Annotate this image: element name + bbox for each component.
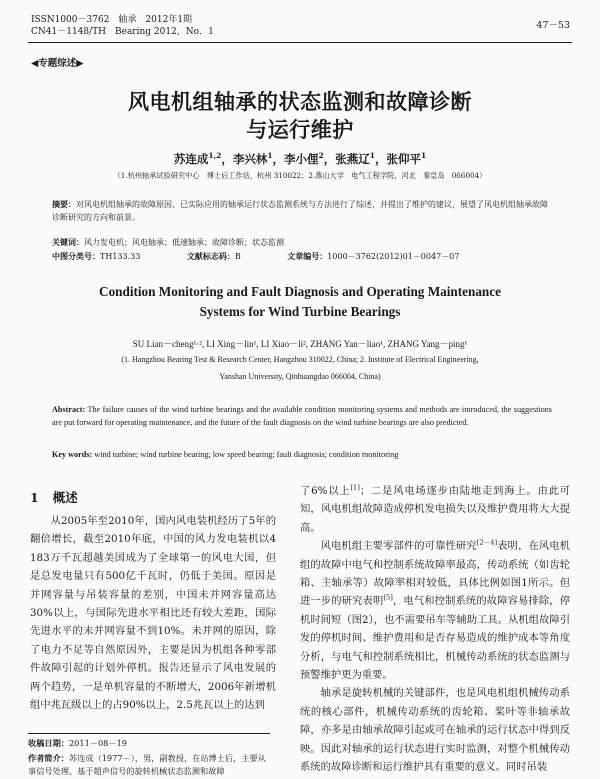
column-tag: ◀专题综述▶ [31, 58, 84, 69]
title-en-line1: Condition Monitoring and Fault Diagnosis and Operating Maintenance [99, 284, 501, 299]
title-cn-line2: 与运行维护 [246, 117, 354, 142]
right-column-text: 了6%以上[1]；二是风电场逐步由陆地走到海上。由此可知，风电机组故障造成停机发电损失以及维护费用将大大提高。 风电机组主要零部件的可靠性研究[2－4]表明，在风电机组的故障中电气和控制系统故障率最高，传动系统（如齿轮箱、主轴承等）故障率相对较低，具体比例如图1所示。但进一步的研究表明[5]，电气和控制系统的故障容易排除，停机时间短（图2），也不需要吊车等辅助工具。从机组故障引发的停机时间、维护费用和是否存易造成的维护成本等角度分析，与电气和控制系统相比，机械传动系统的状态监测与预警维护更为重要。 轴承是旋转机械的关键部件，也是风电机组机械传动系统的核心部件，机械传动系统的齿轮箱、桨叶等非轴承故障，亦多是由轴承故障引起或可在轴承的运行状态中得到反映。因此对轴承的运行状态进行实时监测，对整个机械传动系统的故障诊断和运行维护具有重要的意义。同时吊装 [300, 483, 571, 774]
left-column-text: 从2005年至2010年，国内风电装机经历了5年的翻倍增长，截至2010年底，中国的风力发电装机以4 183万千瓦超越美国成为了全球第一的风电大国，但是总发电量只有500亿千瓦时，仍低于美国。原因是并网容量与吊装容量的差别，中国未并网容量高达30%以上，与国际先进水平相比还有较大差距，国际先进水平的未并网容量不到10%。未并网的原因，除了电力不足等自然原因外，主要是因为机组各种零部件故障引起的计划外停机。报告还显示了风电发展的两个趋势，一是单机容量的不断增大，2006年新增机组中兆瓦级以上的占90%以上，2.5兆瓦以上的达到 [30, 515, 276, 712]
affiliation-cn: （1.杭州轴承试验研究中心 博士后工作站，杭州 310022；2.燕山大学 电气工程学院，河北 秦皇岛 066004） [113, 171, 487, 180]
authors-en: SU Lian－cheng¹·², LI Xing－lin¹, LI Xiao－li², ZHANG Yan－liao¹, ZHANG Yang－ping¹ [132, 339, 468, 349]
affiliation-en-line2: Yanshan University, Qinhuangdao 066004, China) [219, 372, 381, 381]
keywords-en: Key words: wind turbine; wind turbine bearing; low speed bearing; fault diagnosis; condition monitoring [52, 450, 399, 459]
footnote-rule [28, 733, 270, 734]
affiliation-en-line1: (1. Hangzhou Bearing Test & Research Center, Hangzhou 310022, China; 2. Institute of Electrical Engineering, [121, 355, 479, 364]
section-heading: 1 概述 [30, 490, 78, 505]
abstract-en: Abstract: The failure causes of the wind turbine bearings and the available condition monitoring systems and methods are introduced, the suggestions are put forward for operating maintenance, and the future of the fault diagnosis on the wind turbine bearings are also predicted. [52, 405, 552, 427]
footnote-received: 收稿日期：2011－08－19 [28, 738, 128, 748]
header-rule [28, 42, 572, 43]
keywords-cn: 关键词：风力发电机；风电轴承；低速轴承；故障诊断；状态监测 [52, 237, 284, 247]
title-cn-line1: 风电机组轴承的状态监测和故障诊断 [128, 89, 472, 114]
classification-line: 中图分类号：TH133.33 文献标志码：B 文章编号：1000－3762(2012)01－0047－07 [52, 251, 460, 261]
footnote-author: 作者简介：苏连成（1977－），男，副教授，在站博士后，主要从事信号处理、基于超声信号的旋转机械状态监测和故障 [28, 753, 266, 776]
journal-issn-line: ISSN1000－3762 轴承 2012年1期 [31, 15, 193, 25]
journal-cn-line: CN41－1148/TH Bearing 2012，No．1 [31, 27, 214, 37]
abstract-cn: 摘要：对风电机组轴承的故障原因、已实际应用的轴承运行状态监测系统与方法进行了综述，并提出了维护的建议，展望了风电机组轴承故障诊断研究的方向和前景。 [52, 199, 548, 222]
page-range: 47－53 [536, 20, 570, 31]
authors-cn: 苏连成$^{1,2}$，李兴林$^1$，李小俚$^2$，张燕辽$^1$，张仰平$^1$ [173, 151, 427, 166]
title-en-line2: Systems for Wind Turbine Bearings [199, 304, 401, 319]
